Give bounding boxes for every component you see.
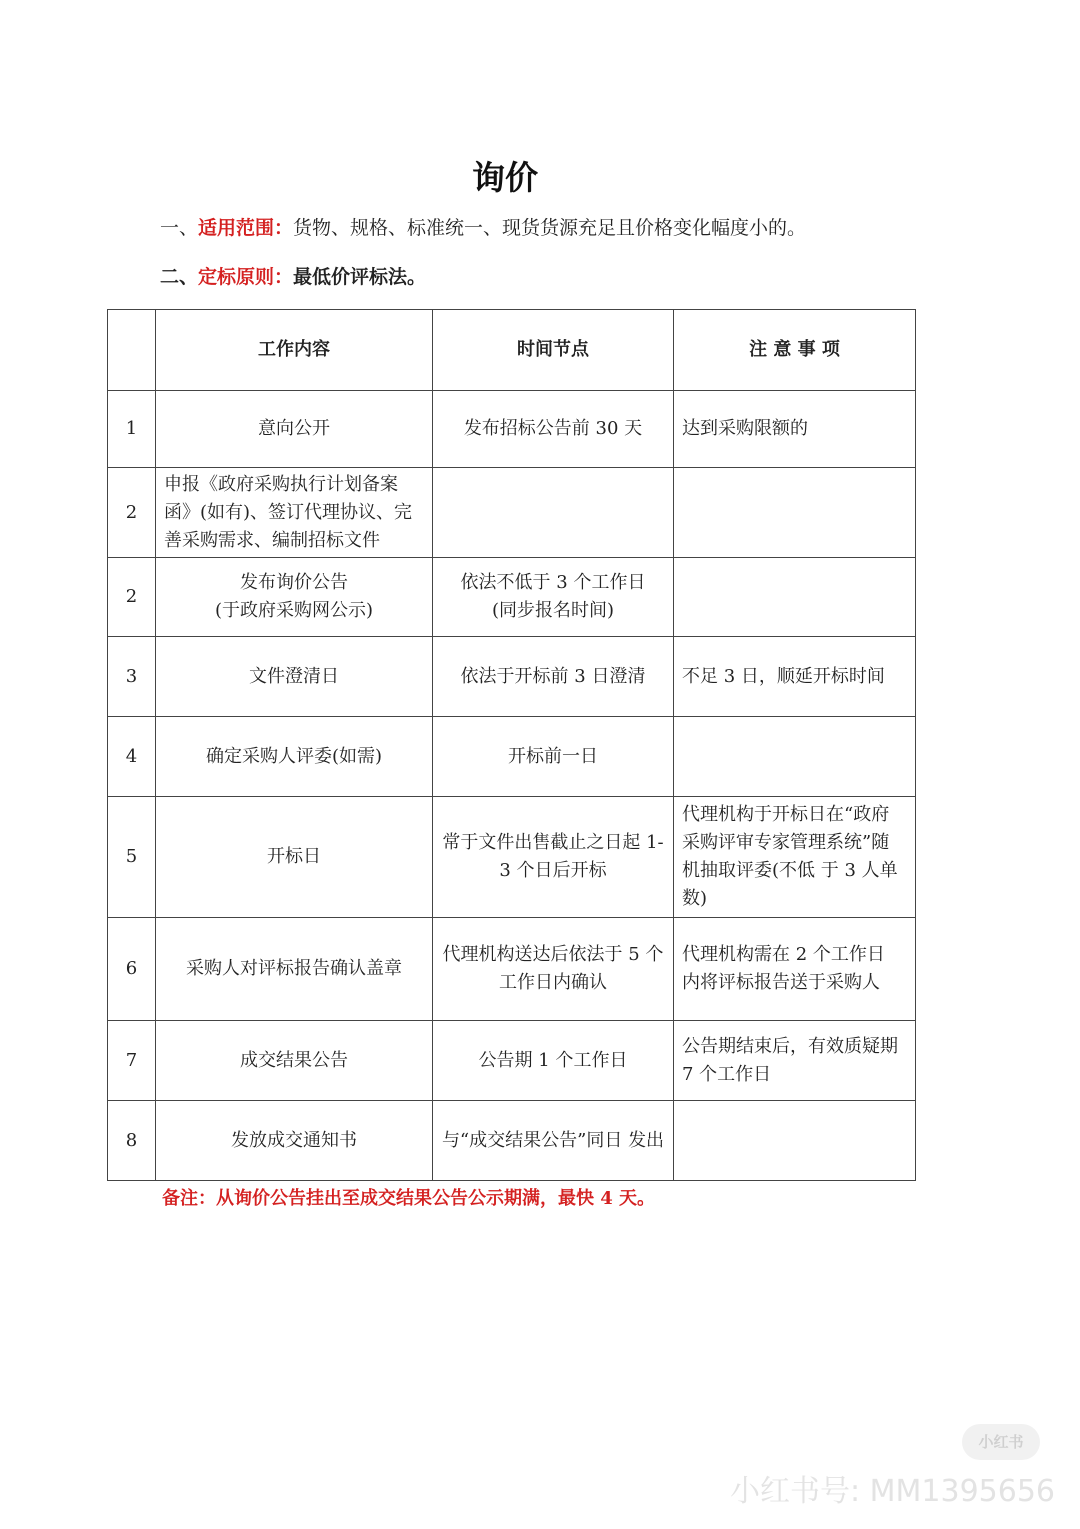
- procedure-table: [107, 309, 916, 1181]
- row-note: 公告期结束后，有效质疑期 7 个工作日: [674, 1021, 916, 1101]
- row-num: 7: [108, 1021, 156, 1101]
- row-num: 8: [108, 1101, 156, 1181]
- table-row: [108, 391, 916, 468]
- row-num: 1: [108, 391, 156, 468]
- table-row: [108, 797, 916, 918]
- header-note: 注 意 事 项: [674, 310, 916, 391]
- row-note: 代理机构需在 2 个工作日 内将评标报告送于采购人: [674, 918, 916, 1021]
- section-principle-key: 定标原则：: [198, 266, 294, 288]
- table-header-row: [108, 310, 916, 391]
- row-time: 发布招标公告前 30 天: [433, 391, 674, 468]
- row-content: 开标日: [156, 797, 433, 918]
- section-scope-text: 货物、规格、标准统一、现货货源充足且价格变化幅度小的。: [293, 217, 807, 239]
- row-time: 代理机构送达后依法于 5 个工作日内确认: [433, 918, 674, 1021]
- row-note: 代理机构于开标日在“政府采购评审专家管理系统”随机抽取评委(不低 于 3 人单数): [674, 797, 916, 918]
- header-num: [108, 310, 156, 391]
- header-time: 时间节点: [433, 310, 674, 391]
- row-content: 意向公开: [156, 391, 433, 468]
- row-num: 5: [108, 797, 156, 918]
- row-note: 不足 3 日，顺延开标时间: [674, 637, 916, 717]
- section-principle-text: 最低价评标法。: [293, 266, 427, 288]
- table-row: [108, 918, 916, 1021]
- row-content: 成交结果公告: [156, 1021, 433, 1101]
- row-num: 6: [108, 918, 156, 1021]
- header-content: 工作内容: [156, 310, 433, 391]
- row-num: 4: [108, 717, 156, 797]
- row-note: [674, 717, 916, 797]
- table-row: [108, 717, 916, 797]
- row-num: 2: [108, 558, 156, 637]
- table-row: [108, 637, 916, 717]
- page-title: 询价: [472, 158, 538, 197]
- row-note: [674, 468, 916, 558]
- section-scope-key: 适用范围：: [198, 217, 294, 239]
- row-time: 开标前一日: [433, 717, 674, 797]
- table-row: [108, 558, 916, 637]
- row-time: 与“成交结果公告”同日 发出: [433, 1101, 674, 1181]
- row-content: 确定采购人评委(如需): [156, 717, 433, 797]
- table-row: [108, 468, 916, 558]
- section-scope-number: 一、: [160, 217, 199, 239]
- table-row: [108, 1021, 916, 1101]
- row-num: 2: [108, 468, 156, 558]
- remark-note: 备注：从询价公告挂出至成交结果公告公示期满，最快 4 天。: [162, 1188, 656, 1209]
- section-principle: [160, 262, 426, 289]
- section-principle-number: 二、: [160, 266, 199, 288]
- row-content: 采购人对评标报告确认盖章: [156, 918, 433, 1021]
- row-content: 发放成交通知书: [156, 1101, 433, 1181]
- row-time: 公告期 1 个工作日: [433, 1021, 674, 1101]
- row-num: 3: [108, 637, 156, 717]
- row-time: 依法于开标前 3 日澄清: [433, 637, 674, 717]
- row-time: [433, 468, 674, 558]
- row-content: 发布询价公告 (于政府采购网公示): [156, 558, 433, 637]
- row-time: 依法不低于 3 个工作日 (同步报名时间): [433, 558, 674, 637]
- row-time: 常于文件出售截止之日起 1-3 个日后开标: [433, 797, 674, 918]
- row-content: 文件澄清日: [156, 637, 433, 717]
- watermark-id: 小红书号: MM1395656: [730, 1474, 1056, 1509]
- section-scope: [160, 213, 806, 240]
- row-note: [674, 1101, 916, 1181]
- watermark-logo: 小红书: [962, 1424, 1040, 1460]
- row-content: 申报《政府采购执行计划备案函》(如有)、签订代理协议、完善采购需求、编制招标文件: [156, 468, 433, 558]
- table-row: [108, 1101, 916, 1181]
- row-note: 达到采购限额的: [674, 391, 916, 468]
- row-note: [674, 558, 916, 637]
